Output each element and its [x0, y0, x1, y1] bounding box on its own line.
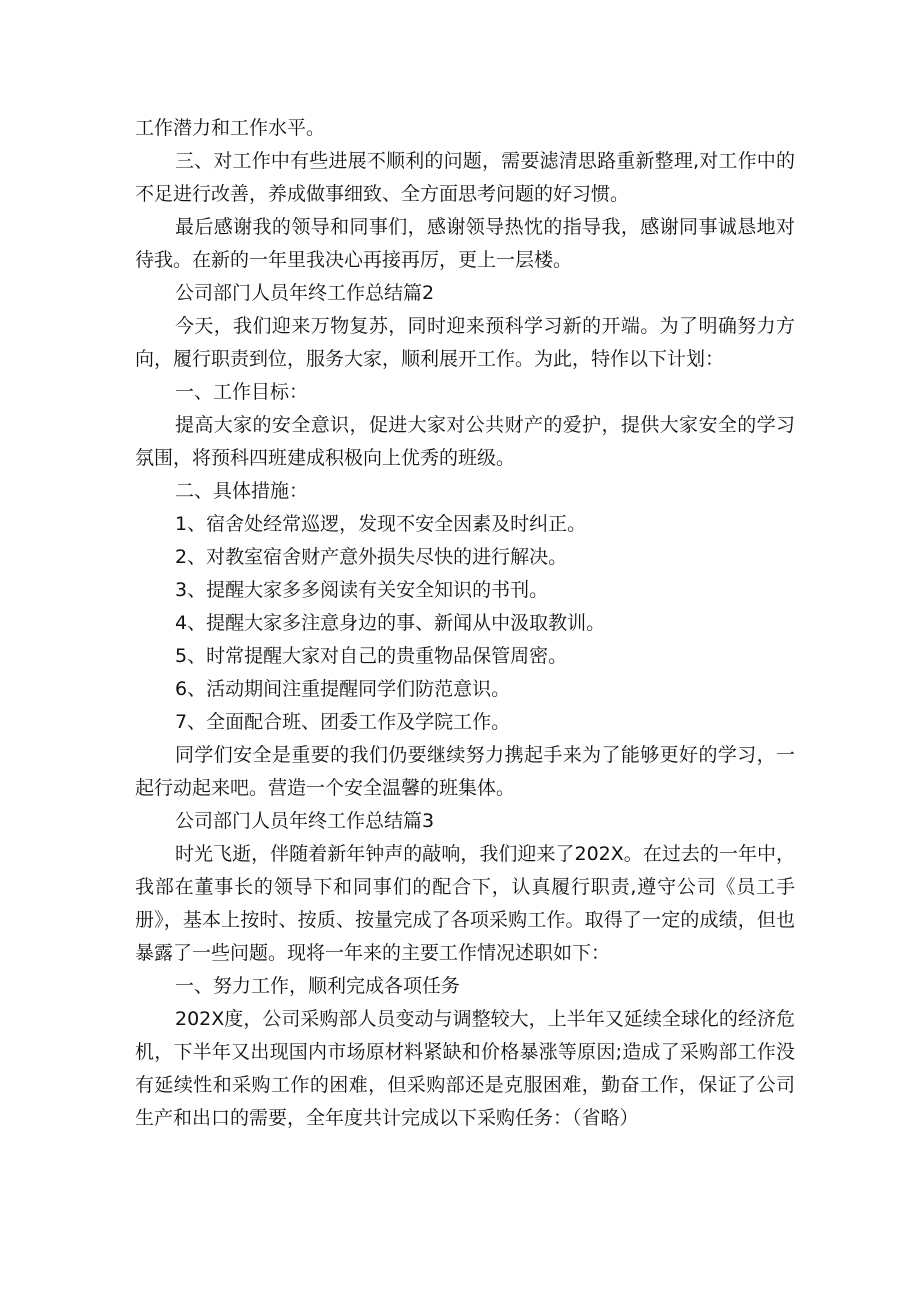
subheading-work: 一、努力工作，顺利完成各项任务	[175, 975, 461, 997]
paragraph-3: 最后感谢我的领导和同事们，感谢领导热忱的指导我，感谢同事诚恳地对待我。在新的一年里我决心再接再厉，更上一层楼。	[135, 216, 795, 271]
subheading-measures: 二、具体措施：	[175, 480, 309, 502]
paragraph-16: 同学们安全是重要的我们仍要继续努力携起手来为了能够更好的学习，一起行动起来吧。营造一个安全温馨的班集体。	[135, 744, 795, 799]
list-item-1: 1、宿舍处经常巡逻，发现不安全因素及时纠正。	[175, 513, 587, 535]
paragraph-20: 202X度，公司采购部人员变动与调整较大，上半年又延续全球化的经济危机，下半年又出现国内市场原材料紧缺和价格暴涨等原因;造成了采购部工作没有延续性和采购工作的困难，但采购部还是克服困难，勤奋工作，保证了公司生产和出口的需要，全年度共计完成以下采购任务：（省略）	[135, 1008, 795, 1129]
list-item-6: 6、活动期间注重提醒同学们防范意识。	[175, 678, 511, 700]
list-item-4: 4、提醒大家多注意身边的事、新闻从中汲取教训。	[175, 612, 606, 634]
document-body	[135, 112, 795, 1135]
paragraph-18: 时光飞逝，伴随着新年钟声的敲响，我们迎来了202X。在过去的一年中，我部在董事长的领导下和同事们的配合下，认真履行职责,遵守公司《员工手册》，基本上按时、按质、按量完成了各项采购工作。取得了一定的成绩，但也暴露了一些问题。现将一年来的主要工作情况述职如下：	[135, 843, 795, 964]
section-heading-3: 公司部门人员年终工作总结篇3	[175, 810, 435, 832]
list-item-3: 3、提醒大家多多阅读有关安全知识的书刊。	[175, 579, 549, 601]
list-item-5: 5、时常提醒大家对自己的贵重物品保管周密。	[175, 645, 568, 667]
list-item-7: 7、全面配合班、团委工作及学院工作。	[175, 711, 511, 733]
paragraph-2: 三、对工作中有些进展不顺利的问题，需要滤清思路重新整理,对工作中的不足进行改善，养成做事细致、全方面思考问题的好习惯。	[135, 150, 795, 205]
list-item-2: 2、对教室宿舍财产意外损失尽快的进行解决。	[175, 546, 568, 568]
subheading-goals: 一、工作目标：	[175, 381, 309, 403]
paragraph-1: 工作潜力和工作水平。	[135, 117, 326, 139]
paragraph-5: 今天，我们迎来万物复苏，同时迎来预科学习新的开端。为了明确努力方向，履行职责到位，服务大家，顺利展开工作。为此，特作以下计划：	[135, 315, 795, 370]
paragraph-7: 提高大家的安全意识，促进大家对公共财产的爱护，提供大家安全的学习氛围，将预科四班建成积极向上优秀的班级。	[135, 414, 795, 469]
section-heading-2: 公司部门人员年终工作总结篇2	[175, 282, 435, 304]
